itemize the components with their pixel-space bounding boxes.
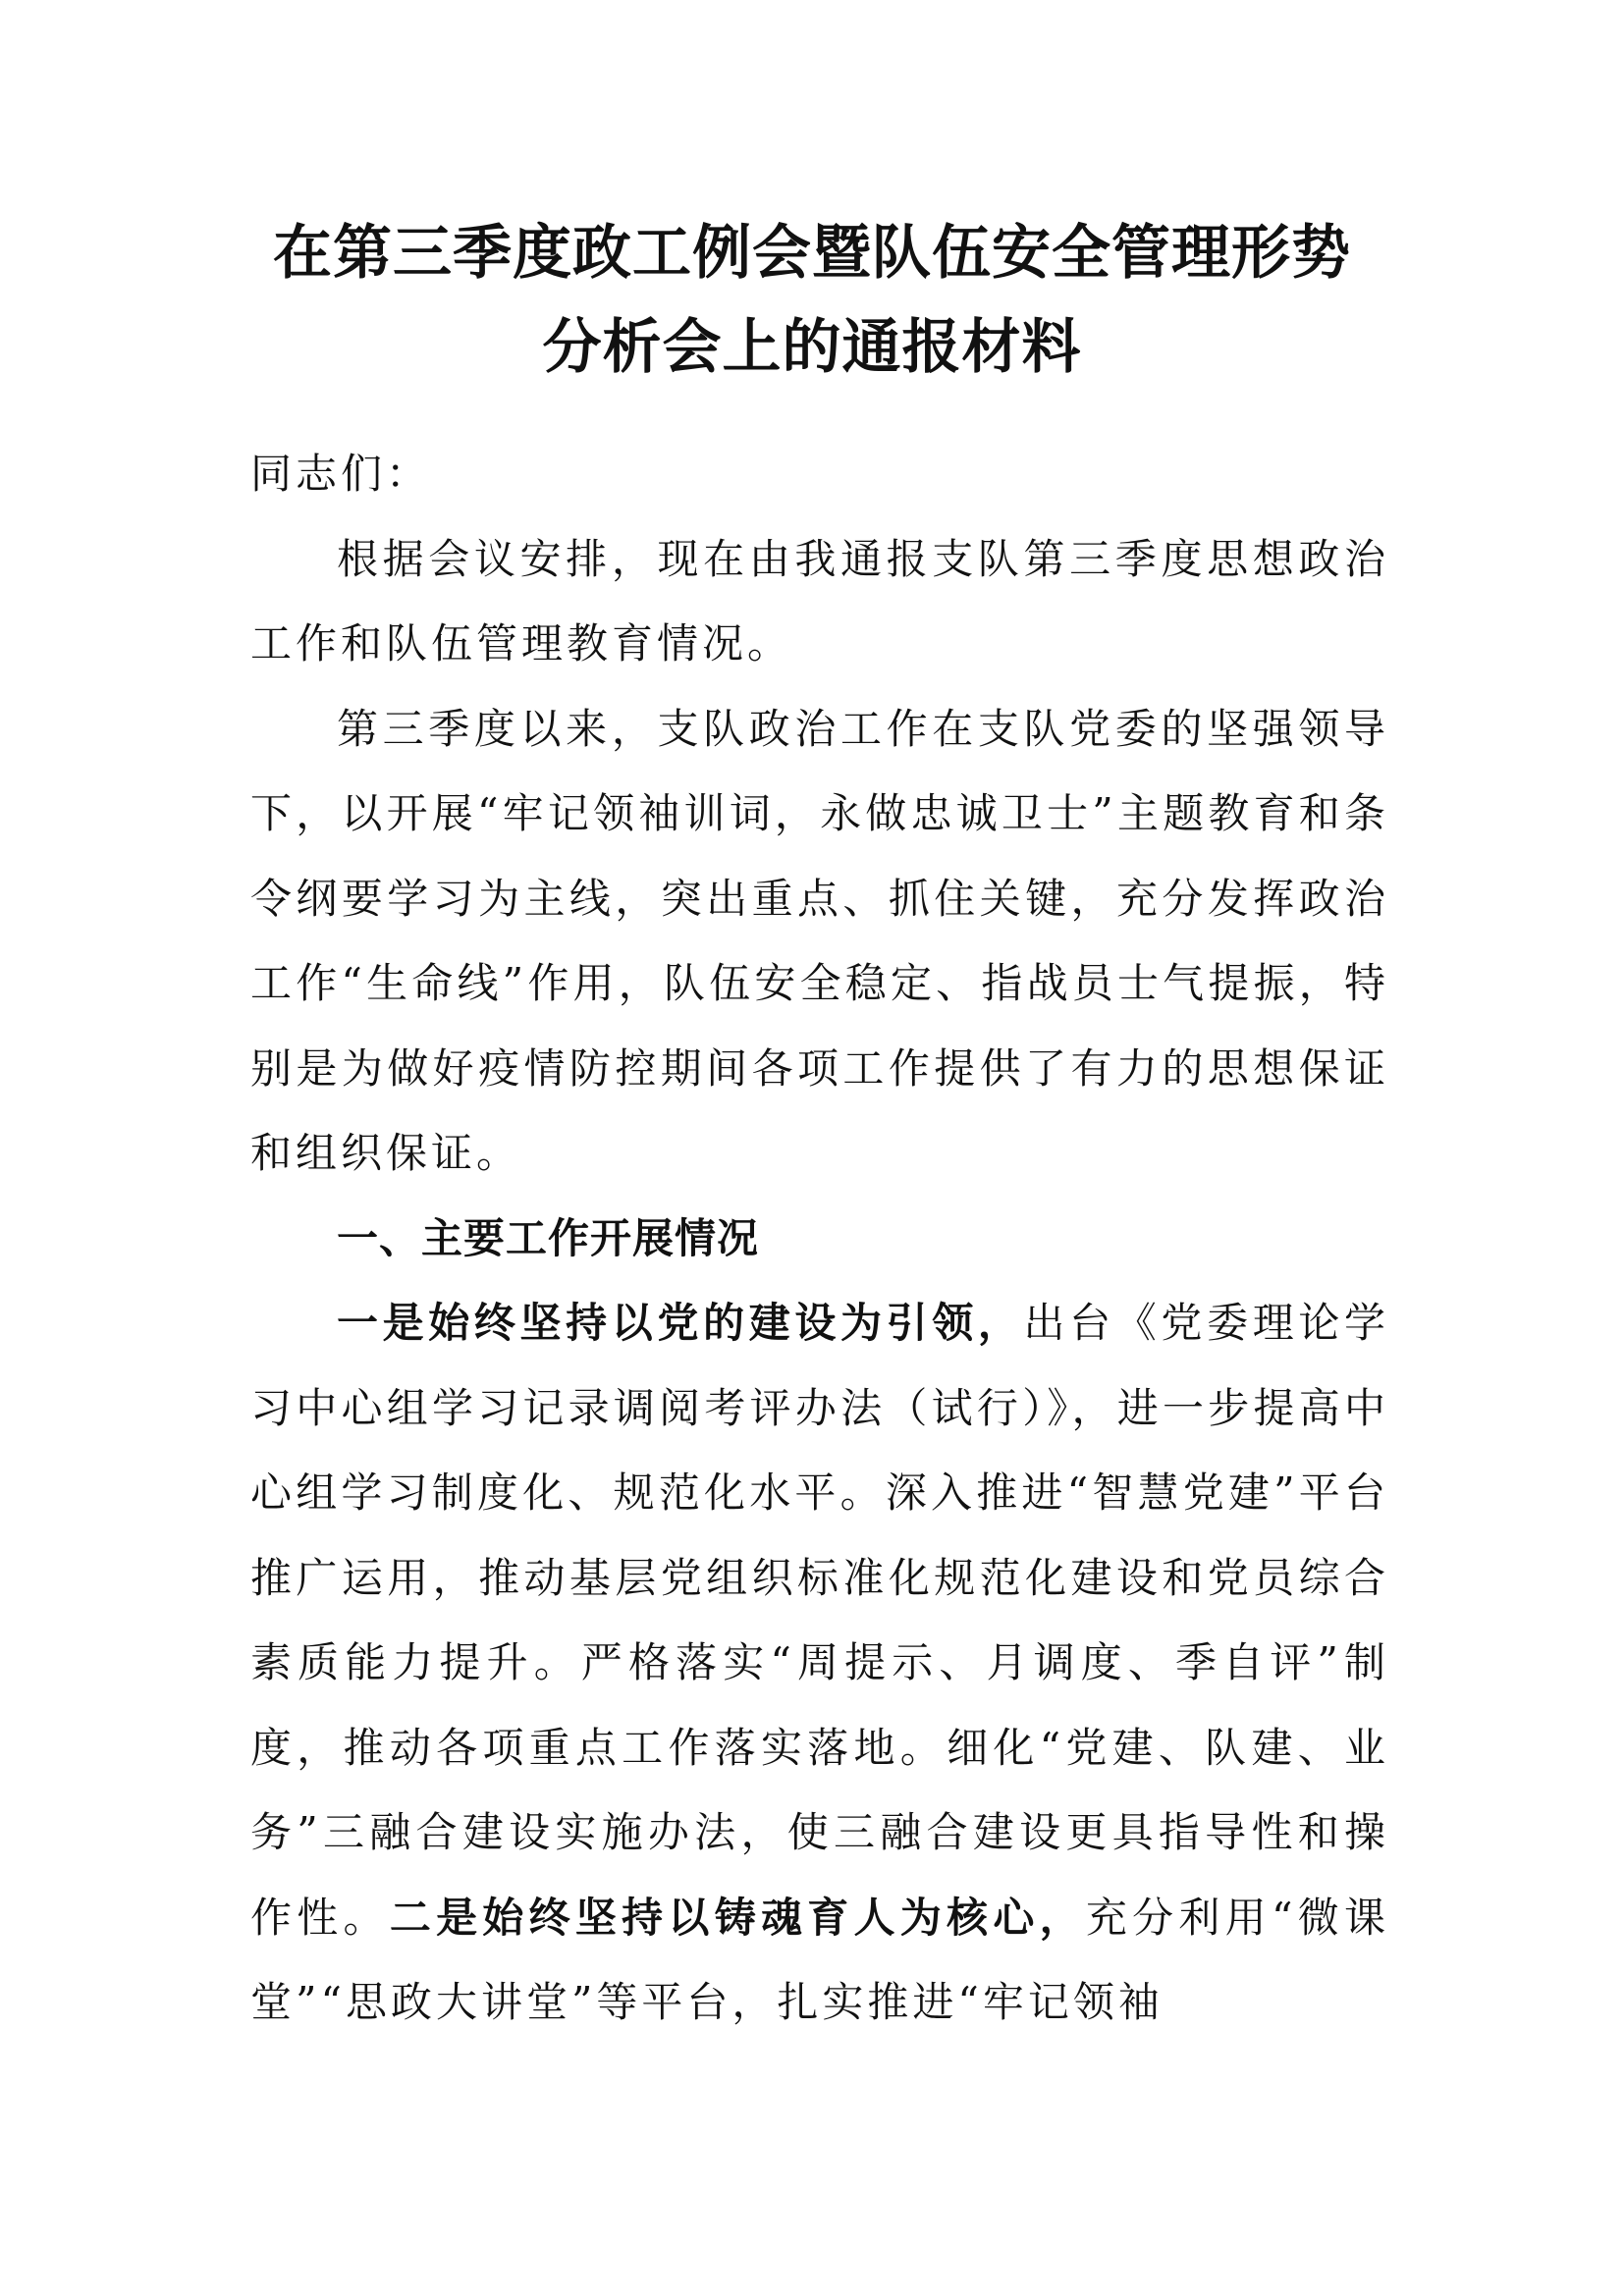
paragraph-work-details <box>250 1281 1389 2046</box>
point-one-text: 出台《党委理论学习中心组学习记录调阅考评办法（试行）》，进一步提高中心组学习制度化、规范化水平。深入推进“智慧党建”平台推广运用，推动基层党组织标准化规范化建设和党员综合素质能力提升。严格落实“周提示、月调度、季自评”制度，推动各项重点工作落实落地。细化“党建、队建、业务”三融合建设实施办法，使三融合建设更具指导性和操作性。 <box>250 1299 1389 1942</box>
title-line-1: 在第三季度政工例会暨队伍安全管理形势 <box>273 219 1351 288</box>
point-one-lead: 一是始终坚持以党的建设为引领， <box>337 1299 1024 1347</box>
section-heading: 一、主要工作开展情况 <box>337 1213 760 1262</box>
paragraph-intro: 根据会议安排，现在由我通报支队第三季度思想政治工作和队伍管理教育情况。 <box>250 534 1389 667</box>
point-two-text: 充分利用“微课堂”“思政大讲堂”等平台，扎实推进“牢记领袖 <box>250 1893 1389 2026</box>
point-two-lead: 二是始终坚持以铸魂育人为核心， <box>389 1893 1086 1942</box>
salutation: 同志们： <box>250 450 432 498</box>
paragraph-summary: 第三季度以来，支队政治工作在支队党委的坚强领导下，以开展“牢记领袖训词，永做忠诚卫士”主题教育和条令纲要学习为主线，突出重点、抓住关键，充分发挥政治工作“生命线”作用，队伍安全稳定、指战员士气提振，特别是为做好疫情防控期间各项工作提供了有力的思想保证和组织保证。 <box>250 704 1389 1177</box>
document-title <box>196 206 1428 395</box>
title-line-2: 分析会上的通报材料 <box>542 313 1082 382</box>
document-body <box>250 432 1389 2046</box>
